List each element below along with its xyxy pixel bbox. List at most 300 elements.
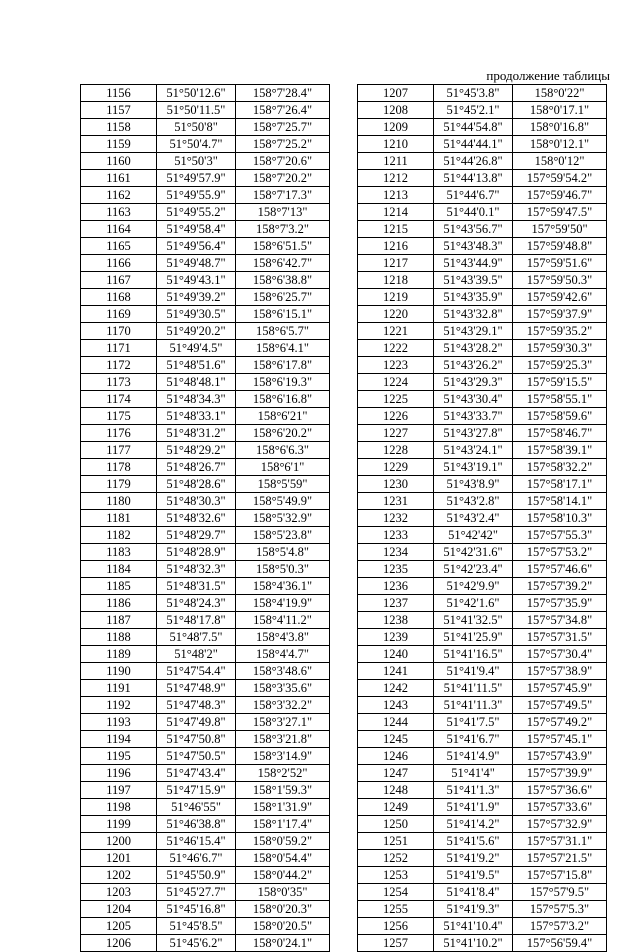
coordinates-table-right bbox=[357, 84, 607, 952]
table-row bbox=[358, 629, 607, 646]
latitude-cell: 51°49'55.9" bbox=[157, 187, 236, 204]
latitude-cell: 51°46'15.4" bbox=[157, 833, 236, 850]
longitude-cell: 158°7'13" bbox=[236, 204, 330, 221]
longitude-cell: 157°57'53.2" bbox=[513, 544, 607, 561]
longitude-cell: 157°59'30.3" bbox=[513, 340, 607, 357]
latitude-cell: 51°41'9.2" bbox=[434, 850, 513, 867]
table-row bbox=[358, 272, 607, 289]
table-row bbox=[81, 663, 330, 680]
point-number-cell: 1232 bbox=[358, 510, 434, 527]
table-row bbox=[81, 918, 330, 935]
table-row bbox=[81, 119, 330, 136]
table-row bbox=[358, 204, 607, 221]
point-number-cell: 1253 bbox=[358, 867, 434, 884]
point-number-cell: 1216 bbox=[358, 238, 434, 255]
table-row bbox=[358, 255, 607, 272]
latitude-cell: 51°48'28.9" bbox=[157, 544, 236, 561]
table-row bbox=[358, 289, 607, 306]
table-row bbox=[81, 391, 330, 408]
point-number-cell: 1213 bbox=[358, 187, 434, 204]
table-row bbox=[358, 238, 607, 255]
table-row bbox=[358, 459, 607, 476]
longitude-cell: 158°0'16.8" bbox=[513, 119, 607, 136]
table-row bbox=[358, 578, 607, 595]
table-row bbox=[358, 816, 607, 833]
table-row bbox=[81, 476, 330, 493]
latitude-cell: 51°49'48.7" bbox=[157, 255, 236, 272]
point-number-cell: 1236 bbox=[358, 578, 434, 595]
longitude-cell: 157°59'51.6" bbox=[513, 255, 607, 272]
longitude-cell: 158°3'35.6" bbox=[236, 680, 330, 697]
table-row bbox=[81, 170, 330, 187]
latitude-cell: 51°42'23.4" bbox=[434, 561, 513, 578]
latitude-cell: 51°47'50.8" bbox=[157, 731, 236, 748]
table-row bbox=[81, 578, 330, 595]
longitude-cell: 158°6'15.1" bbox=[236, 306, 330, 323]
longitude-cell: 157°57'49.2" bbox=[513, 714, 607, 731]
point-number-cell: 1246 bbox=[358, 748, 434, 765]
table-row bbox=[358, 680, 607, 697]
table-row bbox=[81, 782, 330, 799]
latitude-cell: 51°48'32.6" bbox=[157, 510, 236, 527]
latitude-cell: 51°44'6.7" bbox=[434, 187, 513, 204]
latitude-cell: 51°43'44.9" bbox=[434, 255, 513, 272]
table-row bbox=[81, 901, 330, 918]
latitude-cell: 51°50'3" bbox=[157, 153, 236, 170]
latitude-cell: 51°45'6.2" bbox=[157, 935, 236, 952]
latitude-cell: 51°44'0.1" bbox=[434, 204, 513, 221]
point-number-cell: 1199 bbox=[81, 816, 157, 833]
table-row bbox=[358, 493, 607, 510]
longitude-cell: 157°57'3.2" bbox=[513, 918, 607, 935]
latitude-cell: 51°43'26.2" bbox=[434, 357, 513, 374]
latitude-cell: 51°41'4.2" bbox=[434, 816, 513, 833]
point-number-cell: 1237 bbox=[358, 595, 434, 612]
point-number-cell: 1235 bbox=[358, 561, 434, 578]
latitude-cell: 51°49'20.2" bbox=[157, 323, 236, 340]
latitude-cell: 51°41'10.4" bbox=[434, 918, 513, 935]
table-row bbox=[358, 850, 607, 867]
table-row bbox=[358, 918, 607, 935]
point-number-cell: 1203 bbox=[81, 884, 157, 901]
point-number-cell: 1220 bbox=[358, 306, 434, 323]
point-number-cell: 1252 bbox=[358, 850, 434, 867]
table-row bbox=[358, 935, 607, 952]
table-row bbox=[358, 476, 607, 493]
longitude-cell: 157°59'47.5" bbox=[513, 204, 607, 221]
point-number-cell: 1223 bbox=[358, 357, 434, 374]
point-number-cell: 1166 bbox=[81, 255, 157, 272]
table-row bbox=[81, 884, 330, 901]
table-row bbox=[81, 221, 330, 238]
table-row bbox=[81, 255, 330, 272]
longitude-cell: 158°1'59.3" bbox=[236, 782, 330, 799]
point-number-cell: 1167 bbox=[81, 272, 157, 289]
table-row bbox=[81, 850, 330, 867]
latitude-cell: 51°48'2" bbox=[157, 646, 236, 663]
table-row bbox=[358, 663, 607, 680]
longitude-cell: 158°0'22" bbox=[513, 85, 607, 102]
longitude-cell: 158°6'25.7" bbox=[236, 289, 330, 306]
latitude-cell: 51°45'2.1" bbox=[434, 102, 513, 119]
longitude-cell: 157°57'34.8" bbox=[513, 612, 607, 629]
table-row bbox=[358, 136, 607, 153]
table-row bbox=[81, 442, 330, 459]
point-number-cell: 1255 bbox=[358, 901, 434, 918]
table-row bbox=[81, 697, 330, 714]
table-row bbox=[358, 884, 607, 901]
latitude-cell: 51°45'50.9" bbox=[157, 867, 236, 884]
latitude-cell: 51°41'6.7" bbox=[434, 731, 513, 748]
point-number-cell: 1192 bbox=[81, 697, 157, 714]
longitude-cell: 158°5'59" bbox=[236, 476, 330, 493]
point-number-cell: 1222 bbox=[358, 340, 434, 357]
latitude-cell: 51°48'51.6" bbox=[157, 357, 236, 374]
point-number-cell: 1231 bbox=[358, 493, 434, 510]
latitude-cell: 51°43'56.7" bbox=[434, 221, 513, 238]
longitude-cell: 157°57'30.4" bbox=[513, 646, 607, 663]
point-number-cell: 1205 bbox=[81, 918, 157, 935]
longitude-cell: 157°56'59.4" bbox=[513, 935, 607, 952]
table-row bbox=[358, 731, 607, 748]
longitude-cell: 157°59'50" bbox=[513, 221, 607, 238]
latitude-cell: 51°48'29.2" bbox=[157, 442, 236, 459]
latitude-cell: 51°42'42" bbox=[434, 527, 513, 544]
latitude-cell: 51°47'54.4" bbox=[157, 663, 236, 680]
table-row bbox=[81, 493, 330, 510]
latitude-cell: 51°48'31.2" bbox=[157, 425, 236, 442]
longitude-cell: 157°57'46.6" bbox=[513, 561, 607, 578]
table-row bbox=[81, 289, 330, 306]
latitude-cell: 51°44'54.8" bbox=[434, 119, 513, 136]
point-number-cell: 1226 bbox=[358, 408, 434, 425]
longitude-cell: 157°57'33.6" bbox=[513, 799, 607, 816]
table-row bbox=[81, 323, 330, 340]
longitude-cell: 158°0'12.1" bbox=[513, 136, 607, 153]
longitude-cell: 158°4'4.7" bbox=[236, 646, 330, 663]
point-number-cell: 1225 bbox=[358, 391, 434, 408]
latitude-cell: 51°43'30.4" bbox=[434, 391, 513, 408]
point-number-cell: 1202 bbox=[81, 867, 157, 884]
table-row bbox=[358, 527, 607, 544]
point-number-cell: 1227 bbox=[358, 425, 434, 442]
table-row bbox=[358, 714, 607, 731]
longitude-cell: 157°58'59.6" bbox=[513, 408, 607, 425]
longitude-cell: 157°59'50.3" bbox=[513, 272, 607, 289]
point-number-cell: 1240 bbox=[358, 646, 434, 663]
latitude-cell: 51°41'1.3" bbox=[434, 782, 513, 799]
table-row bbox=[358, 408, 607, 425]
table-row bbox=[358, 595, 607, 612]
latitude-cell: 51°47'43.4" bbox=[157, 765, 236, 782]
point-number-cell: 1156 bbox=[81, 85, 157, 102]
point-number-cell: 1243 bbox=[358, 697, 434, 714]
longitude-cell: 158°0'20.5" bbox=[236, 918, 330, 935]
longitude-cell: 158°6'20.2" bbox=[236, 425, 330, 442]
point-number-cell: 1185 bbox=[81, 578, 157, 595]
point-number-cell: 1187 bbox=[81, 612, 157, 629]
point-number-cell: 1242 bbox=[358, 680, 434, 697]
latitude-cell: 51°47'15.9" bbox=[157, 782, 236, 799]
point-number-cell: 1181 bbox=[81, 510, 157, 527]
table-row bbox=[358, 391, 607, 408]
point-number-cell: 1196 bbox=[81, 765, 157, 782]
point-number-cell: 1159 bbox=[81, 136, 157, 153]
longitude-cell: 157°57'39.9" bbox=[513, 765, 607, 782]
table-row bbox=[81, 765, 330, 782]
latitude-cell: 51°43'39.5" bbox=[434, 272, 513, 289]
latitude-cell: 51°43'28.2" bbox=[434, 340, 513, 357]
longitude-cell: 157°57'31.1" bbox=[513, 833, 607, 850]
longitude-cell: 157°57'21.5" bbox=[513, 850, 607, 867]
table-row bbox=[81, 833, 330, 850]
longitude-cell: 158°6'1" bbox=[236, 459, 330, 476]
table-row bbox=[358, 425, 607, 442]
longitude-cell: 158°4'3.8" bbox=[236, 629, 330, 646]
latitude-cell: 51°47'49.8" bbox=[157, 714, 236, 731]
longitude-cell: 158°3'21.8" bbox=[236, 731, 330, 748]
table-row bbox=[358, 306, 607, 323]
table-row bbox=[81, 204, 330, 221]
longitude-cell: 158°6'17.8" bbox=[236, 357, 330, 374]
point-number-cell: 1229 bbox=[358, 459, 434, 476]
point-number-cell: 1179 bbox=[81, 476, 157, 493]
latitude-cell: 51°48'34.3" bbox=[157, 391, 236, 408]
point-number-cell: 1257 bbox=[358, 935, 434, 952]
point-number-cell: 1191 bbox=[81, 680, 157, 697]
latitude-cell: 51°49'55.2" bbox=[157, 204, 236, 221]
longitude-cell: 158°3'48.6" bbox=[236, 663, 330, 680]
table-row bbox=[358, 765, 607, 782]
table-row bbox=[358, 153, 607, 170]
longitude-cell: 158°6'38.8" bbox=[236, 272, 330, 289]
table-row bbox=[81, 459, 330, 476]
longitude-cell: 158°7'26.4" bbox=[236, 102, 330, 119]
longitude-cell: 157°58'17.1" bbox=[513, 476, 607, 493]
longitude-cell: 158°6'51.5" bbox=[236, 238, 330, 255]
latitude-cell: 51°50'8" bbox=[157, 119, 236, 136]
longitude-cell: 158°1'17.4" bbox=[236, 816, 330, 833]
longitude-cell: 158°0'54.4" bbox=[236, 850, 330, 867]
latitude-cell: 51°42'1.6" bbox=[434, 595, 513, 612]
table-row bbox=[358, 374, 607, 391]
point-number-cell: 1224 bbox=[358, 374, 434, 391]
point-number-cell: 1201 bbox=[81, 850, 157, 867]
point-number-cell: 1171 bbox=[81, 340, 157, 357]
point-number-cell: 1247 bbox=[358, 765, 434, 782]
continuation-caption: продолжение таблицы bbox=[486, 68, 610, 83]
point-number-cell: 1244 bbox=[358, 714, 434, 731]
latitude-cell: 51°45'3.8" bbox=[434, 85, 513, 102]
longitude-cell: 158°7'20.2" bbox=[236, 170, 330, 187]
point-number-cell: 1173 bbox=[81, 374, 157, 391]
table-row bbox=[358, 85, 607, 102]
latitude-cell: 51°48'24.3" bbox=[157, 595, 236, 612]
longitude-cell: 157°59'48.8" bbox=[513, 238, 607, 255]
point-number-cell: 1210 bbox=[358, 136, 434, 153]
table-row bbox=[81, 357, 330, 374]
longitude-cell: 158°5'4.8" bbox=[236, 544, 330, 561]
latitude-cell: 51°42'31.6" bbox=[434, 544, 513, 561]
point-number-cell: 1193 bbox=[81, 714, 157, 731]
longitude-cell: 158°7'17.3" bbox=[236, 187, 330, 204]
table-row bbox=[81, 510, 330, 527]
latitude-cell: 51°41'8.4" bbox=[434, 884, 513, 901]
longitude-cell: 158°6'5.7" bbox=[236, 323, 330, 340]
longitude-cell: 158°7'25.7" bbox=[236, 119, 330, 136]
latitude-cell: 51°48'28.6" bbox=[157, 476, 236, 493]
point-number-cell: 1219 bbox=[358, 289, 434, 306]
latitude-cell: 51°41'25.9" bbox=[434, 629, 513, 646]
table-row bbox=[358, 510, 607, 527]
longitude-cell: 157°57'43.9" bbox=[513, 748, 607, 765]
longitude-cell: 158°7'20.6" bbox=[236, 153, 330, 170]
table-row bbox=[358, 901, 607, 918]
longitude-cell: 158°0'17.1" bbox=[513, 102, 607, 119]
point-number-cell: 1174 bbox=[81, 391, 157, 408]
latitude-cell: 51°43'32.8" bbox=[434, 306, 513, 323]
longitude-cell: 157°57'15.8" bbox=[513, 867, 607, 884]
latitude-cell: 51°44'44.1" bbox=[434, 136, 513, 153]
longitude-cell: 157°57'9.5" bbox=[513, 884, 607, 901]
point-number-cell: 1221 bbox=[358, 323, 434, 340]
latitude-cell: 51°43'29.1" bbox=[434, 323, 513, 340]
longitude-cell: 157°59'35.2" bbox=[513, 323, 607, 340]
longitude-cell: 158°6'42.7" bbox=[236, 255, 330, 272]
point-number-cell: 1172 bbox=[81, 357, 157, 374]
point-number-cell: 1197 bbox=[81, 782, 157, 799]
latitude-cell: 51°49'43.1" bbox=[157, 272, 236, 289]
table-row bbox=[81, 272, 330, 289]
latitude-cell: 51°50'4.7" bbox=[157, 136, 236, 153]
point-number-cell: 1204 bbox=[81, 901, 157, 918]
latitude-cell: 51°47'48.9" bbox=[157, 680, 236, 697]
longitude-cell: 157°57'38.9" bbox=[513, 663, 607, 680]
latitude-cell: 51°48'7.5" bbox=[157, 629, 236, 646]
table-row bbox=[358, 221, 607, 238]
latitude-cell: 51°48'26.7" bbox=[157, 459, 236, 476]
longitude-cell: 157°57'31.5" bbox=[513, 629, 607, 646]
point-number-cell: 1162 bbox=[81, 187, 157, 204]
latitude-cell: 51°41'9.4" bbox=[434, 663, 513, 680]
latitude-cell: 51°49'58.4" bbox=[157, 221, 236, 238]
point-number-cell: 1184 bbox=[81, 561, 157, 578]
latitude-cell: 51°50'12.6" bbox=[157, 85, 236, 102]
longitude-cell: 158°5'23.8" bbox=[236, 527, 330, 544]
point-number-cell: 1238 bbox=[358, 612, 434, 629]
latitude-cell: 51°50'11.5" bbox=[157, 102, 236, 119]
point-number-cell: 1212 bbox=[358, 170, 434, 187]
longitude-cell: 157°58'10.3" bbox=[513, 510, 607, 527]
table-row bbox=[81, 527, 330, 544]
table-row bbox=[81, 799, 330, 816]
latitude-cell: 51°45'16.8" bbox=[157, 901, 236, 918]
table-row bbox=[81, 187, 330, 204]
point-number-cell: 1241 bbox=[358, 663, 434, 680]
table-row bbox=[81, 748, 330, 765]
table-row bbox=[81, 629, 330, 646]
point-number-cell: 1175 bbox=[81, 408, 157, 425]
point-number-cell: 1217 bbox=[358, 255, 434, 272]
table-row bbox=[81, 102, 330, 119]
point-number-cell: 1189 bbox=[81, 646, 157, 663]
longitude-cell: 158°6'21" bbox=[236, 408, 330, 425]
latitude-cell: 51°43'33.7" bbox=[434, 408, 513, 425]
table-row bbox=[358, 833, 607, 850]
table-row bbox=[81, 680, 330, 697]
latitude-cell: 51°41'16.5" bbox=[434, 646, 513, 663]
point-number-cell: 1233 bbox=[358, 527, 434, 544]
longitude-cell: 158°0'20.3" bbox=[236, 901, 330, 918]
point-number-cell: 1186 bbox=[81, 595, 157, 612]
point-number-cell: 1178 bbox=[81, 459, 157, 476]
latitude-cell: 51°44'26.8" bbox=[434, 153, 513, 170]
point-number-cell: 1177 bbox=[81, 442, 157, 459]
latitude-cell: 51°46'55" bbox=[157, 799, 236, 816]
longitude-cell: 158°4'36.1" bbox=[236, 578, 330, 595]
latitude-cell: 51°45'27.7" bbox=[157, 884, 236, 901]
latitude-cell: 51°43'29.3" bbox=[434, 374, 513, 391]
point-number-cell: 1245 bbox=[358, 731, 434, 748]
table-row bbox=[358, 187, 607, 204]
point-number-cell: 1215 bbox=[358, 221, 434, 238]
longitude-cell: 158°0'44.2" bbox=[236, 867, 330, 884]
longitude-cell: 157°58'32.2" bbox=[513, 459, 607, 476]
point-number-cell: 1188 bbox=[81, 629, 157, 646]
longitude-cell: 157°57'55.3" bbox=[513, 527, 607, 544]
longitude-cell: 158°6'16.8" bbox=[236, 391, 330, 408]
longitude-cell: 157°59'15.5" bbox=[513, 374, 607, 391]
point-number-cell: 1211 bbox=[358, 153, 434, 170]
latitude-cell: 51°45'8.5" bbox=[157, 918, 236, 935]
table-row bbox=[358, 357, 607, 374]
latitude-cell: 51°48'48.1" bbox=[157, 374, 236, 391]
longitude-cell: 157°57'45.1" bbox=[513, 731, 607, 748]
point-number-cell: 1250 bbox=[358, 816, 434, 833]
longitude-cell: 158°3'27.1" bbox=[236, 714, 330, 731]
latitude-cell: 51°49'56.4" bbox=[157, 238, 236, 255]
point-number-cell: 1200 bbox=[81, 833, 157, 850]
table-row bbox=[81, 731, 330, 748]
longitude-cell: 158°5'0.3" bbox=[236, 561, 330, 578]
longitude-cell: 157°57'49.5" bbox=[513, 697, 607, 714]
point-number-cell: 1249 bbox=[358, 799, 434, 816]
table-row bbox=[81, 136, 330, 153]
table-row bbox=[358, 442, 607, 459]
point-number-cell: 1234 bbox=[358, 544, 434, 561]
table-row bbox=[358, 544, 607, 561]
point-number-cell: 1256 bbox=[358, 918, 434, 935]
table-row bbox=[358, 340, 607, 357]
latitude-cell: 51°41'1.9" bbox=[434, 799, 513, 816]
latitude-cell: 51°41'10.2" bbox=[434, 935, 513, 952]
table-row bbox=[358, 867, 607, 884]
point-number-cell: 1254 bbox=[358, 884, 434, 901]
table-row bbox=[358, 170, 607, 187]
longitude-cell: 158°4'11.2" bbox=[236, 612, 330, 629]
table-row bbox=[358, 323, 607, 340]
table-row bbox=[81, 646, 330, 663]
latitude-cell: 51°49'4.5" bbox=[157, 340, 236, 357]
latitude-cell: 51°41'9.3" bbox=[434, 901, 513, 918]
latitude-cell: 51°48'31.5" bbox=[157, 578, 236, 595]
longitude-cell: 157°58'39.1" bbox=[513, 442, 607, 459]
table-row bbox=[358, 119, 607, 136]
point-number-cell: 1228 bbox=[358, 442, 434, 459]
point-number-cell: 1239 bbox=[358, 629, 434, 646]
point-number-cell: 1164 bbox=[81, 221, 157, 238]
point-number-cell: 1163 bbox=[81, 204, 157, 221]
